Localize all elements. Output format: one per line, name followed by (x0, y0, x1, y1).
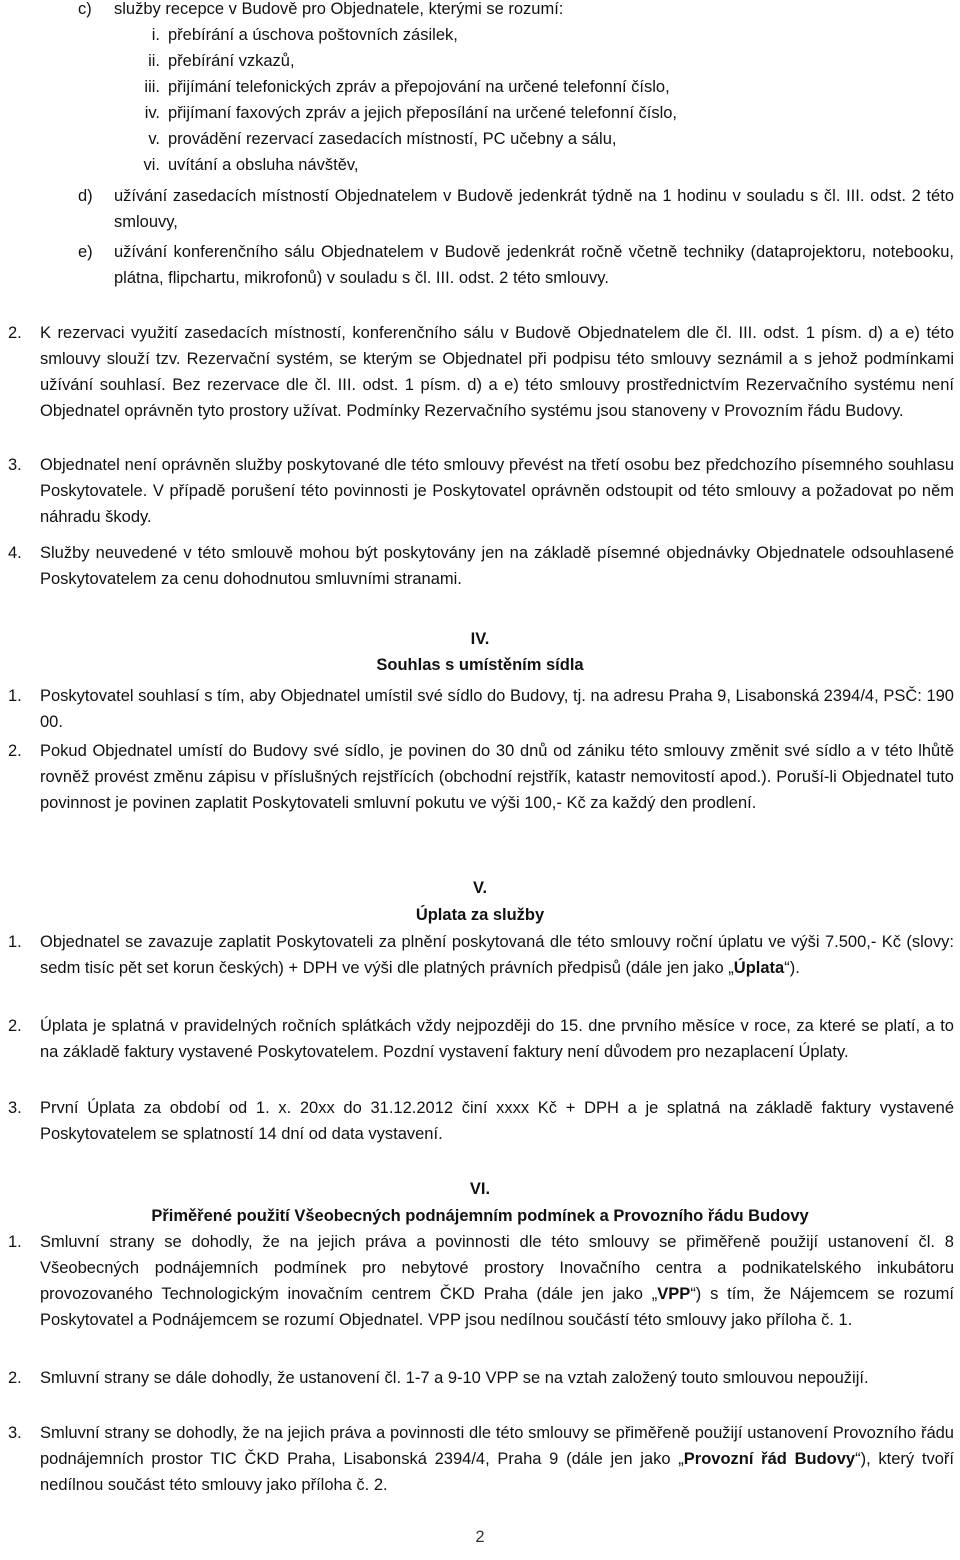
paragraph-number: 1. (8, 1233, 22, 1251)
item-label: ii. (148, 52, 160, 70)
paragraph-text: Pokud Objednatel umístí do Budovy své sídlo, je povinen do 30 dnů od zániku této smlouvy změnit své sídlo a v této lhůtě rovněž provést změnu zápisu v příslušných rejstřících (obchodní rejstřík, katastr nemovitostí apod.). Poruší-li Objednatel tuto povinnost je povinen zaplatit Poskytovateli smluvní pokutu ve výši 100,- Kč za každý den prodlení. (40, 742, 954, 812)
section-title: Přiměřené použití Všeobecných podnájemním podmínek a Provozního řádu Budovy (151, 1207, 809, 1225)
paragraph-number: 1. (8, 933, 22, 951)
item-label: e) (78, 243, 93, 261)
paragraph-2 (8, 320, 954, 424)
paragraph-vi-2 (8, 1365, 954, 1391)
paragraph-number: 3. (8, 1099, 22, 1117)
paragraph-v-3 (8, 1095, 954, 1147)
paragraph-3 (8, 452, 954, 530)
text-part: Smluvní strany se dohodly, že na jejich práva a povinnosti dle této smlouvy se přiměřeně použijí ustanovení Provozního řádu podnájemních prostor TIC ČKD Praha, Lisabonská 2394/4, Praha 9 (dále jen jako „ (40, 1424, 954, 1468)
list-item-c-i (118, 22, 954, 48)
paragraph-number: 3. (8, 1424, 22, 1442)
list-item-c (78, 0, 954, 22)
defined-term: Provozní řád Budovy (683, 1450, 856, 1468)
item-label: d) (78, 187, 93, 205)
item-text: přijímaní faxových zpráv a jejich přeposílání na určené telefonní číslo, (168, 104, 678, 122)
defined-term: VPP (657, 1285, 691, 1303)
defined-term: Úplata (733, 959, 785, 977)
paragraph-text (40, 1229, 954, 1333)
section-number: V. (472, 879, 488, 897)
list-item-c-ii (118, 48, 954, 74)
paragraph-number: 2. (8, 1369, 22, 1387)
paragraph-vi-1 (8, 1229, 954, 1333)
item-text: přebírání vzkazů, (168, 52, 295, 70)
section-title: Úplata za služby (415, 906, 545, 924)
paragraph-iv-2 (8, 738, 954, 816)
paragraph-4 (8, 540, 954, 592)
item-text: služby recepce v Budově pro Objednatele, kterými se rozumí: (114, 0, 564, 18)
item-label: c) (78, 0, 92, 18)
paragraph-number: 4. (8, 544, 22, 562)
paragraph-number: 2. (8, 1017, 22, 1035)
text-part: Smluvní strany se dohodly, že na jejich práva a povinnosti dle této smlouvy se přiměřeně použijí ustanovení čl. 8 Všeobecných podnájemních podmínek pro nebytové prostory Inovačního centra a podnikatelského inkubátoru provozovaného Technologickým inovačním centrem ČKD Praha (dále jen jako „ (40, 1233, 954, 1303)
item-label: i. (151, 26, 160, 44)
item-label: iv. (144, 104, 160, 122)
section-number: IV. (470, 630, 490, 648)
item-text: přijímání telefonických zpráv a přepojování na určené telefonní číslo, (168, 78, 670, 96)
paragraph-number: 1. (8, 687, 22, 705)
item-text: provádění rezervací zasedacích místností, PC učebny a sálu, (168, 130, 617, 148)
text-part: “) s tím, že Nájemcem se rozumí Poskytovatel a Podnájemcem se rozumí Objednatel. VPP jsou nedílnou součástí této smlouvy jako příloha č. 1. (40, 1285, 954, 1329)
paragraph-text: První Úplata za období od 1. x. 20xx do 31.12.2012 činí xxxx Kč + DPH a je splatná na základě faktury vystavené Poskytovatelem se splatností 14 dní od data vystavení. (40, 1099, 954, 1143)
list-item-c-v (118, 126, 954, 152)
paragraph-text: Smluvní strany se dále dohodly, že ustanovení čl. 1-7 a 9-10 VPP se na vztah založený touto smlouvou nepoužijí. (40, 1369, 869, 1387)
section-number: VI. (469, 1180, 491, 1198)
text-part: “). (784, 959, 800, 977)
paragraph-number: 2. (8, 324, 22, 342)
paragraph-text: Úplata je splatná v pravidelných ročních splátkách vždy nejpozději do 15. dne prvního měsíce v roce, za které se platí, a to na základě faktury vystavené Poskytovatelem. Pozdní vystavení faktury není důvodem pro nezaplacení Úplaty. (40, 1017, 954, 1061)
list-item-d (78, 183, 954, 235)
text-part: “), který tvoří nedílnou součást této smlouvy jako příloha č. 2. (40, 1450, 954, 1494)
item-text: přebírání a úschova poštovních zásilek, (168, 26, 458, 44)
paragraph-number: 2. (8, 742, 22, 760)
item-label: v. (148, 130, 160, 148)
paragraph-text: Poskytovatel souhlasí s tím, aby Objednatel umístil své sídlo do Budovy, tj. na adresu Praha 9, Lisabonská 2394/4, PSČ: 190 00. (40, 687, 954, 731)
paragraph-iv-1 (8, 683, 954, 735)
list-item-c-vi (118, 152, 954, 178)
section-title: Souhlas s umístěním sídla (376, 656, 584, 674)
item-label: iii. (144, 78, 160, 96)
list-item-c-iii (118, 74, 954, 100)
paragraph-text (40, 1420, 954, 1498)
page-number: 2 (475, 1528, 485, 1546)
item-label: vi. (143, 156, 160, 174)
item-text: užívání zasedacích místností Objednatelem v Budově jedenkrát týdně na 1 hodinu v souladu s čl. III. odst. 2 této smlouvy, (114, 187, 954, 231)
paragraph-text: K rezervaci využití zasedacích místností, konferenčního sálu v Budově Objednatelem dle čl. III. odst. 1 písm. d) a e) této smlouvy slouží tzv. Rezervační systém, se kterým se Objednatel při podpisu této smlouvy seznámil a s jehož podmínkami užívání souhlasí. Bez rezervace dle čl. III. odst. 1 písm. d) a e) této smlouvy prostřednictvím Rezervačního systému není Objednatel oprávněn tyto prostory užívat. Podmínky Rezervačního systému jsou stanoveny v Provozním řádu Budovy. (40, 324, 954, 420)
item-text: užívání konferenčního sálu Objednatelem v Budově jedenkrát ročně včetně techniky (dataprojektoru, notebooku, plátna, flipchartu, mikrofonů) v souladu s čl. III. odst. 2 této smlouvy. (114, 243, 954, 287)
paragraph-text: Objednatel není oprávněn služby poskytované dle této smlouvy převést na třetí osobu bez předchozího písemného souhlasu Poskytovatele. V případě porušení této povinnosti je Poskytovatel oprávněn odstoupit od této smlouvy a požadovat po něm náhradu škody. (40, 456, 954, 526)
list-item-e (78, 239, 954, 291)
text-part: Objednatel se zavazuje zaplatit Poskytovateli za plnění poskytovaná dle této smlouvy roční úplatu ve výši 7.500,- Kč (slovy: sedm tisíc pět set korun českých) + DPH ve výši dle platných právních předpisů (dále jen jako „ (40, 933, 954, 977)
paragraph-v-2 (8, 1013, 954, 1065)
paragraph-text: Služby neuvedené v této smlouvě mohou být poskytovány jen na základě písemné objednávky Objednatele odsouhlasené Poskytovatelem za cenu dohodnutou smluvními stranami. (40, 544, 954, 588)
item-text: uvítání a obsluha návštěv, (168, 156, 359, 174)
list-item-c-iv (118, 100, 954, 126)
paragraph-vi-3 (8, 1420, 954, 1498)
paragraph-v-1 (8, 929, 954, 981)
paragraph-text (40, 929, 954, 981)
paragraph-number: 3. (8, 456, 22, 474)
